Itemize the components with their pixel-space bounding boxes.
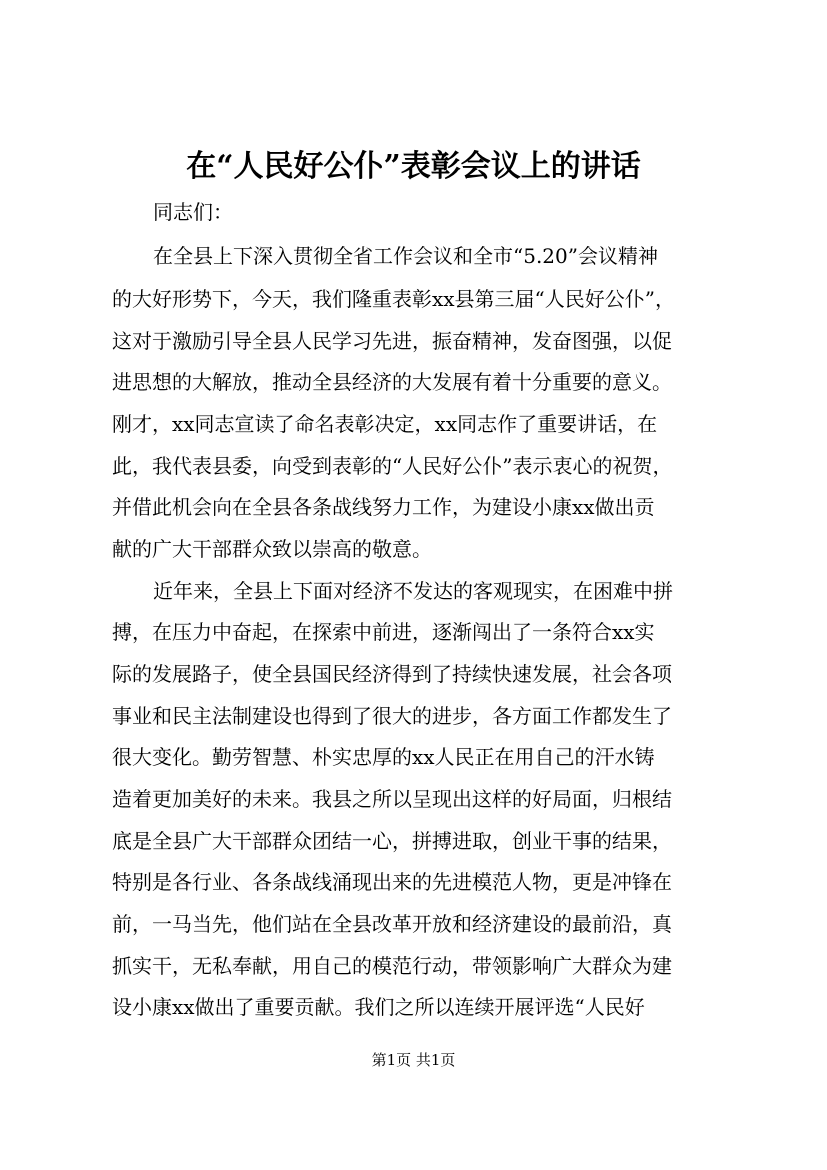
paragraph-line: 前，一马当先，他们站在全县改革开放和经济建设的最前沿，真 bbox=[112, 912, 672, 936]
paragraph-line: 这对于激励引导全县人民学习先进，振奋精神，发奋图强，以促 bbox=[112, 329, 672, 353]
paragraph-line: 抓实干，无私奉献，用自己的模范行动，带领影响广大群众为建 bbox=[112, 954, 672, 978]
paragraph-line: 并借此机会向在全县各条战线努力工作，为建设小康xx做出贡 bbox=[112, 495, 655, 519]
paragraph-line: 设小康xx做出了重要贡献。我们之所以连续开展评选“人民好 bbox=[112, 995, 645, 1019]
paragraph-line: 特别是各行业、各条战线涌现出来的先进模范人物，更是冲锋在 bbox=[112, 870, 672, 894]
paragraph-line: 近年来，全县上下面对经济不发达的客观现实，在困难中拼 bbox=[153, 579, 673, 603]
paragraph-line: 造着更加美好的未来。我县之所以呈现出这样的好局面，归根结 bbox=[112, 787, 672, 811]
paragraph-line: 进思想的大解放，推动全县经济的大发展有着十分重要的意义。 bbox=[112, 370, 672, 394]
paragraph-line: 刚才，xx同志宣读了命名表彰决定，xx同志作了重要讲话，在 bbox=[112, 412, 658, 436]
paragraph-line: 在全县上下深入贯彻全省工作会议和全市“5.20”会议精神 bbox=[153, 244, 658, 268]
paragraph-line: 很大变化。勤劳智慧、朴实忠厚的xx人民正在用自己的汗水铸 bbox=[112, 745, 655, 769]
document-title: 在“人民好公仆”表彰会议上的讲话 bbox=[186, 149, 641, 184]
paragraph-line: 的大好形势下，今天，我们隆重表彰xx县第三届“人民好公仆”， bbox=[112, 287, 676, 311]
paragraph-line: 此，我代表县委，向受到表彰的“人民好公仆”表示衷心的祝贺， bbox=[112, 454, 673, 478]
paragraph-line: 献的广大干部群众致以崇高的敬意。 bbox=[112, 537, 432, 561]
paragraph-line: 事业和民主法制建设也得到了很大的进步，各方面工作都发生了 bbox=[112, 704, 672, 728]
paragraph-line: 搏，在压力中奋起，在探索中前进，逐渐闯出了一条符合xx实 bbox=[112, 620, 655, 644]
paragraph-line: 际的发展路子，使全县国民经济得到了持续快速发展，社会各项 bbox=[112, 662, 672, 686]
salutation: 同志们： bbox=[153, 200, 233, 224]
page-number-footer: 第1页 共1页 bbox=[371, 1051, 456, 1069]
paragraph-line: 底是全县广大干部群众团结一心，拼搏进取，创业干事的结果， bbox=[112, 829, 672, 853]
